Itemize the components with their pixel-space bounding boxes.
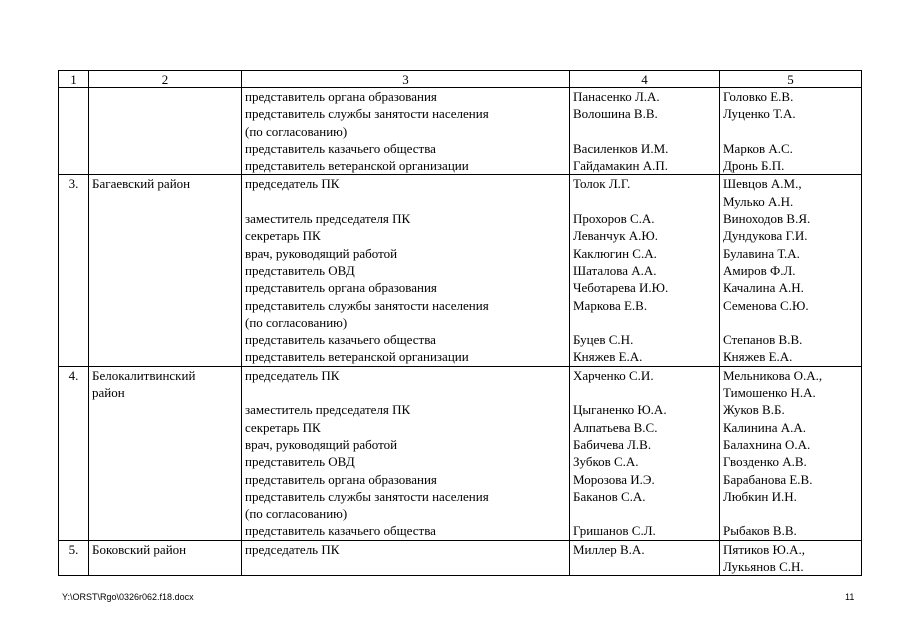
- cell-line: Луценко Т.А.: [723, 106, 796, 122]
- cell-line: Марков А.С.: [723, 140, 793, 156]
- cell-line: Тимошенко Н.А.: [723, 385, 816, 401]
- cell-line: Семенова С.Ю.: [723, 297, 809, 313]
- cell-line: Василенков И.М.: [573, 140, 669, 156]
- cell-line: Волошина В.В.: [573, 106, 658, 122]
- cell-line: [573, 123, 719, 140]
- cell-line: представитель ветеранской организации: [245, 349, 469, 365]
- table-row: [59, 175, 862, 366]
- cell-line: Дундукова Г.И.: [723, 228, 808, 244]
- cell-line: Балахнина О.А.: [723, 436, 811, 452]
- cell-line: представитель ОВД: [245, 454, 355, 470]
- cell-line: заместитель председателя ПК: [245, 402, 411, 418]
- cell-line: Жуков В.Б.: [723, 402, 785, 418]
- cell-line: Калинина А.А.: [723, 419, 806, 435]
- cell-line: Головко Е.В.: [723, 89, 794, 104]
- cell-line: Амиров Ф.Л.: [723, 262, 796, 278]
- cell-line: представитель службы занятости населения: [245, 297, 489, 313]
- cell-line: Гвозденко А.В.: [723, 454, 807, 470]
- cell-line: [573, 384, 719, 401]
- cell-line: [723, 123, 861, 140]
- cell-line: Пятиков Ю.А.,: [723, 541, 806, 557]
- cell-line: Лукьянов С.Н.: [723, 559, 804, 575]
- cell-line: [723, 505, 861, 522]
- cell-line: заместитель председателя ПК: [245, 211, 411, 227]
- cell-line: Панасенко Л.А.: [573, 89, 660, 104]
- cell-line: Рыбаков В.В.: [723, 523, 797, 539]
- cell-line: Гришанов С.Л.: [573, 523, 656, 539]
- deputy-cell: [720, 88, 862, 175]
- role-cell: [242, 366, 570, 540]
- cell-line: Баканов С.А.: [573, 488, 646, 504]
- cell-line: представитель органа образования: [245, 471, 437, 487]
- cell-line: представитель ветеранской организации: [245, 158, 469, 174]
- header-col-5: 5: [720, 71, 862, 88]
- cell-line: Булавина Т.А.: [723, 245, 800, 261]
- cell-line: секретарь ПК: [245, 419, 321, 435]
- cell-line: Мулько А.Н.: [723, 193, 794, 209]
- cell-line: председатель ПК: [245, 367, 340, 383]
- member-cell: [570, 175, 720, 366]
- cell-line: врач, руководящий работой: [245, 436, 398, 452]
- table-row: [59, 366, 862, 540]
- cell-line: Харченко С.И.: [573, 367, 654, 383]
- cell-line: Качалина А.Н.: [723, 280, 804, 296]
- row-number: [59, 175, 89, 366]
- cell-line: [573, 505, 719, 522]
- cell-line: Виноходов В.Я.: [723, 211, 811, 227]
- cell-line: [245, 193, 569, 210]
- member-cell: [570, 540, 720, 576]
- member-cell: [570, 88, 720, 175]
- row-number: [59, 540, 89, 576]
- cell-line: представитель службы занятости населения: [245, 488, 489, 504]
- cell-line: Миллер В.А.: [573, 541, 645, 557]
- cell-line: Буцев С.Н.: [573, 332, 634, 348]
- cell-line: представитель органа образования: [245, 280, 437, 296]
- cell-line: Княжев Е.А.: [723, 349, 793, 365]
- district-cell: [89, 366, 242, 540]
- cell-line: район: [92, 385, 125, 401]
- cell-line: Багаевский район: [92, 176, 191, 192]
- role-cell: [242, 540, 570, 576]
- cell-line: Толок Л.Г.: [573, 176, 631, 192]
- cell-line: [573, 314, 719, 331]
- cell-line: Любкин И.Н.: [723, 488, 797, 504]
- cell-line: Леванчук А.Ю.: [573, 228, 659, 244]
- page-number: 11: [845, 592, 855, 602]
- cell-line: Боковский район: [92, 541, 187, 557]
- cell-line: Каклюгин С.А.: [573, 245, 657, 261]
- cell-line: (по согласованию): [245, 506, 348, 522]
- district-cell: [89, 175, 242, 366]
- table-body: [59, 88, 862, 576]
- cell-line: секретарь ПК: [245, 228, 321, 244]
- cell-line: Барабанова Е.В.: [723, 471, 813, 487]
- cell-line: [245, 384, 569, 401]
- role-cell: [242, 88, 570, 175]
- deputy-cell: [720, 175, 862, 366]
- header-col-3: 3: [242, 71, 570, 88]
- commission-table: [58, 70, 862, 576]
- cell-line: Княжев Е.А.: [573, 349, 643, 365]
- cell-line: 3.: [68, 176, 79, 192]
- cell-line: представитель службы занятости населения: [245, 106, 489, 122]
- district-cell: [89, 540, 242, 576]
- file-path: Y:\ORST\Rgo\0326r062.f18.docx: [62, 592, 194, 602]
- cell-line: [245, 558, 569, 575]
- cell-line: Шевцов А.М.,: [723, 176, 802, 192]
- header-col-1: 1: [59, 71, 89, 88]
- row-number: [59, 366, 89, 540]
- header-col-2: 2: [89, 71, 242, 88]
- cell-line: представитель ОВД: [245, 262, 355, 278]
- cell-line: Морозова И.Э.: [573, 471, 655, 487]
- cell-line: [59, 88, 88, 105]
- cell-line: Маркова Е.В.: [573, 297, 648, 313]
- cell-line: Чеботарева И.Ю.: [573, 280, 669, 296]
- cell-line: 5.: [68, 541, 79, 557]
- cell-line: Шаталова А.А.: [573, 262, 657, 278]
- cell-line: Прохоров С.А.: [573, 211, 655, 227]
- cell-line: представитель органа образования: [245, 89, 437, 104]
- role-cell: [242, 175, 570, 366]
- header-col-4: 4: [570, 71, 720, 88]
- table-row: [59, 88, 862, 175]
- cell-line: Мельникова О.А.,: [723, 367, 823, 383]
- deputy-cell: [720, 540, 862, 576]
- cell-line: председатель ПК: [245, 541, 340, 557]
- cell-line: представитель казачьего общества: [245, 523, 436, 539]
- cell-line: Зубков С.А.: [573, 454, 639, 470]
- cell-line: Гайдамакин А.П.: [573, 158, 668, 174]
- cell-line: Алпатьева В.С.: [573, 419, 658, 435]
- district-cell: [89, 88, 242, 175]
- row-number: [59, 88, 89, 175]
- cell-line: врач, руководящий работой: [245, 245, 398, 261]
- member-cell: [570, 366, 720, 540]
- cell-line: (по согласованию): [245, 314, 348, 330]
- cell-line: представитель казачьего общества: [245, 332, 436, 348]
- cell-line: Дронь Б.П.: [723, 158, 785, 174]
- cell-line: Степанов В.В.: [723, 332, 803, 348]
- cell-line: председатель ПК: [245, 176, 340, 192]
- table-row: [59, 540, 862, 576]
- cell-line: 4.: [68, 367, 79, 383]
- cell-line: [573, 558, 719, 575]
- deputy-cell: [720, 366, 862, 540]
- cell-line: [573, 193, 719, 210]
- cell-line: (по согласованию): [245, 123, 348, 139]
- cell-line: представитель казачьего общества: [245, 140, 436, 156]
- cell-line: [723, 314, 861, 331]
- header-row: [59, 71, 862, 88]
- cell-line: Бабичева Л.В.: [573, 436, 652, 452]
- cell-line: Белокалитвинский: [92, 367, 196, 383]
- cell-line: Цыганенко Ю.А.: [573, 402, 667, 418]
